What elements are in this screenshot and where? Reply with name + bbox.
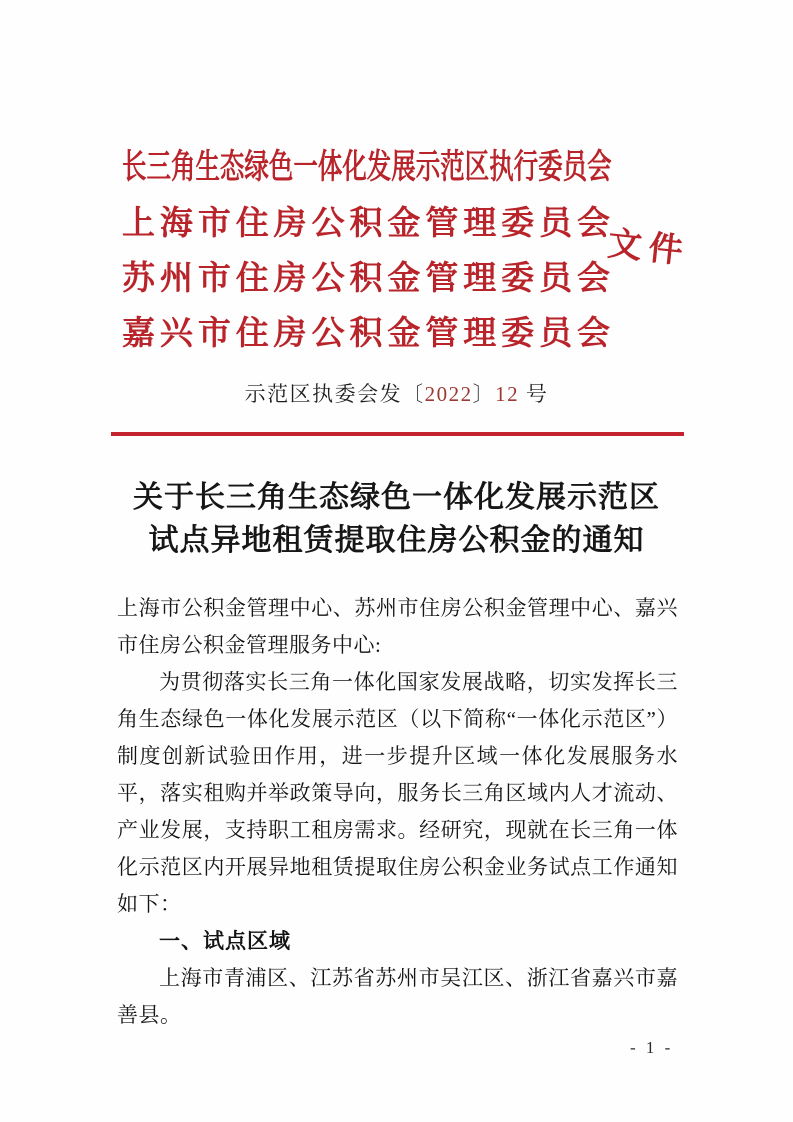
document-title-line1: 关于长三角生态绿色一体化发展示范区	[133, 481, 660, 514]
document-number-year: 2022	[424, 382, 473, 406]
document-number	[0, 378, 793, 408]
document-title	[0, 476, 793, 562]
document-number-suffix: 号	[519, 382, 549, 406]
document-title-line2: 试点异地租赁提取住房公积金的通知	[148, 524, 645, 557]
document-number-close-bracket: 〕	[472, 382, 496, 406]
document-body	[117, 590, 678, 1034]
section1-heading: 一、试点区域	[159, 930, 291, 953]
letterhead-org-line4: 嘉兴市住房公积金管理委员会	[122, 316, 610, 352]
document-number-issue: 12	[495, 382, 520, 406]
section1-paragraph: 上海市青浦区、江苏省苏州市吴江区、浙江省嘉兴市嘉善县。	[117, 966, 678, 1027]
body-paragraph-1: 为贯彻落实长三角一体化国家发展战略，切实发挥长三角生态绿色一体化发展示范区（以下简称“一体化示范区”）制度创新试验田作用，进一步提升区域一体化发展服务水平，落实租购并举政策导向，服务长三角区域内人才流动、产业发展，支持职工租房需求。经研究，现就在长三角一体化示范区内开展异地租赁提取住房公积金业务试点工作通知如下：	[117, 670, 678, 916]
letterhead-doc-type-label: 文件	[605, 225, 692, 272]
letterhead-org-line3: 苏州市住房公积金管理委员会	[122, 261, 610, 297]
letterhead-org-line2: 上海市住房公积金管理委员会	[122, 206, 610, 242]
salutation: 上海市公积金管理中心、苏州市住房公积金管理中心、嘉兴市住房公积金管理服务中心:	[117, 596, 678, 657]
document-number-prefix: 示范区执委会发〔	[244, 382, 425, 406]
red-separator-rule	[111, 432, 684, 436]
page-number: - 1 -	[630, 1038, 674, 1057]
letterhead-org-line1: 长三角生态绿色一体化发展示范区执行委员会	[122, 149, 612, 186]
